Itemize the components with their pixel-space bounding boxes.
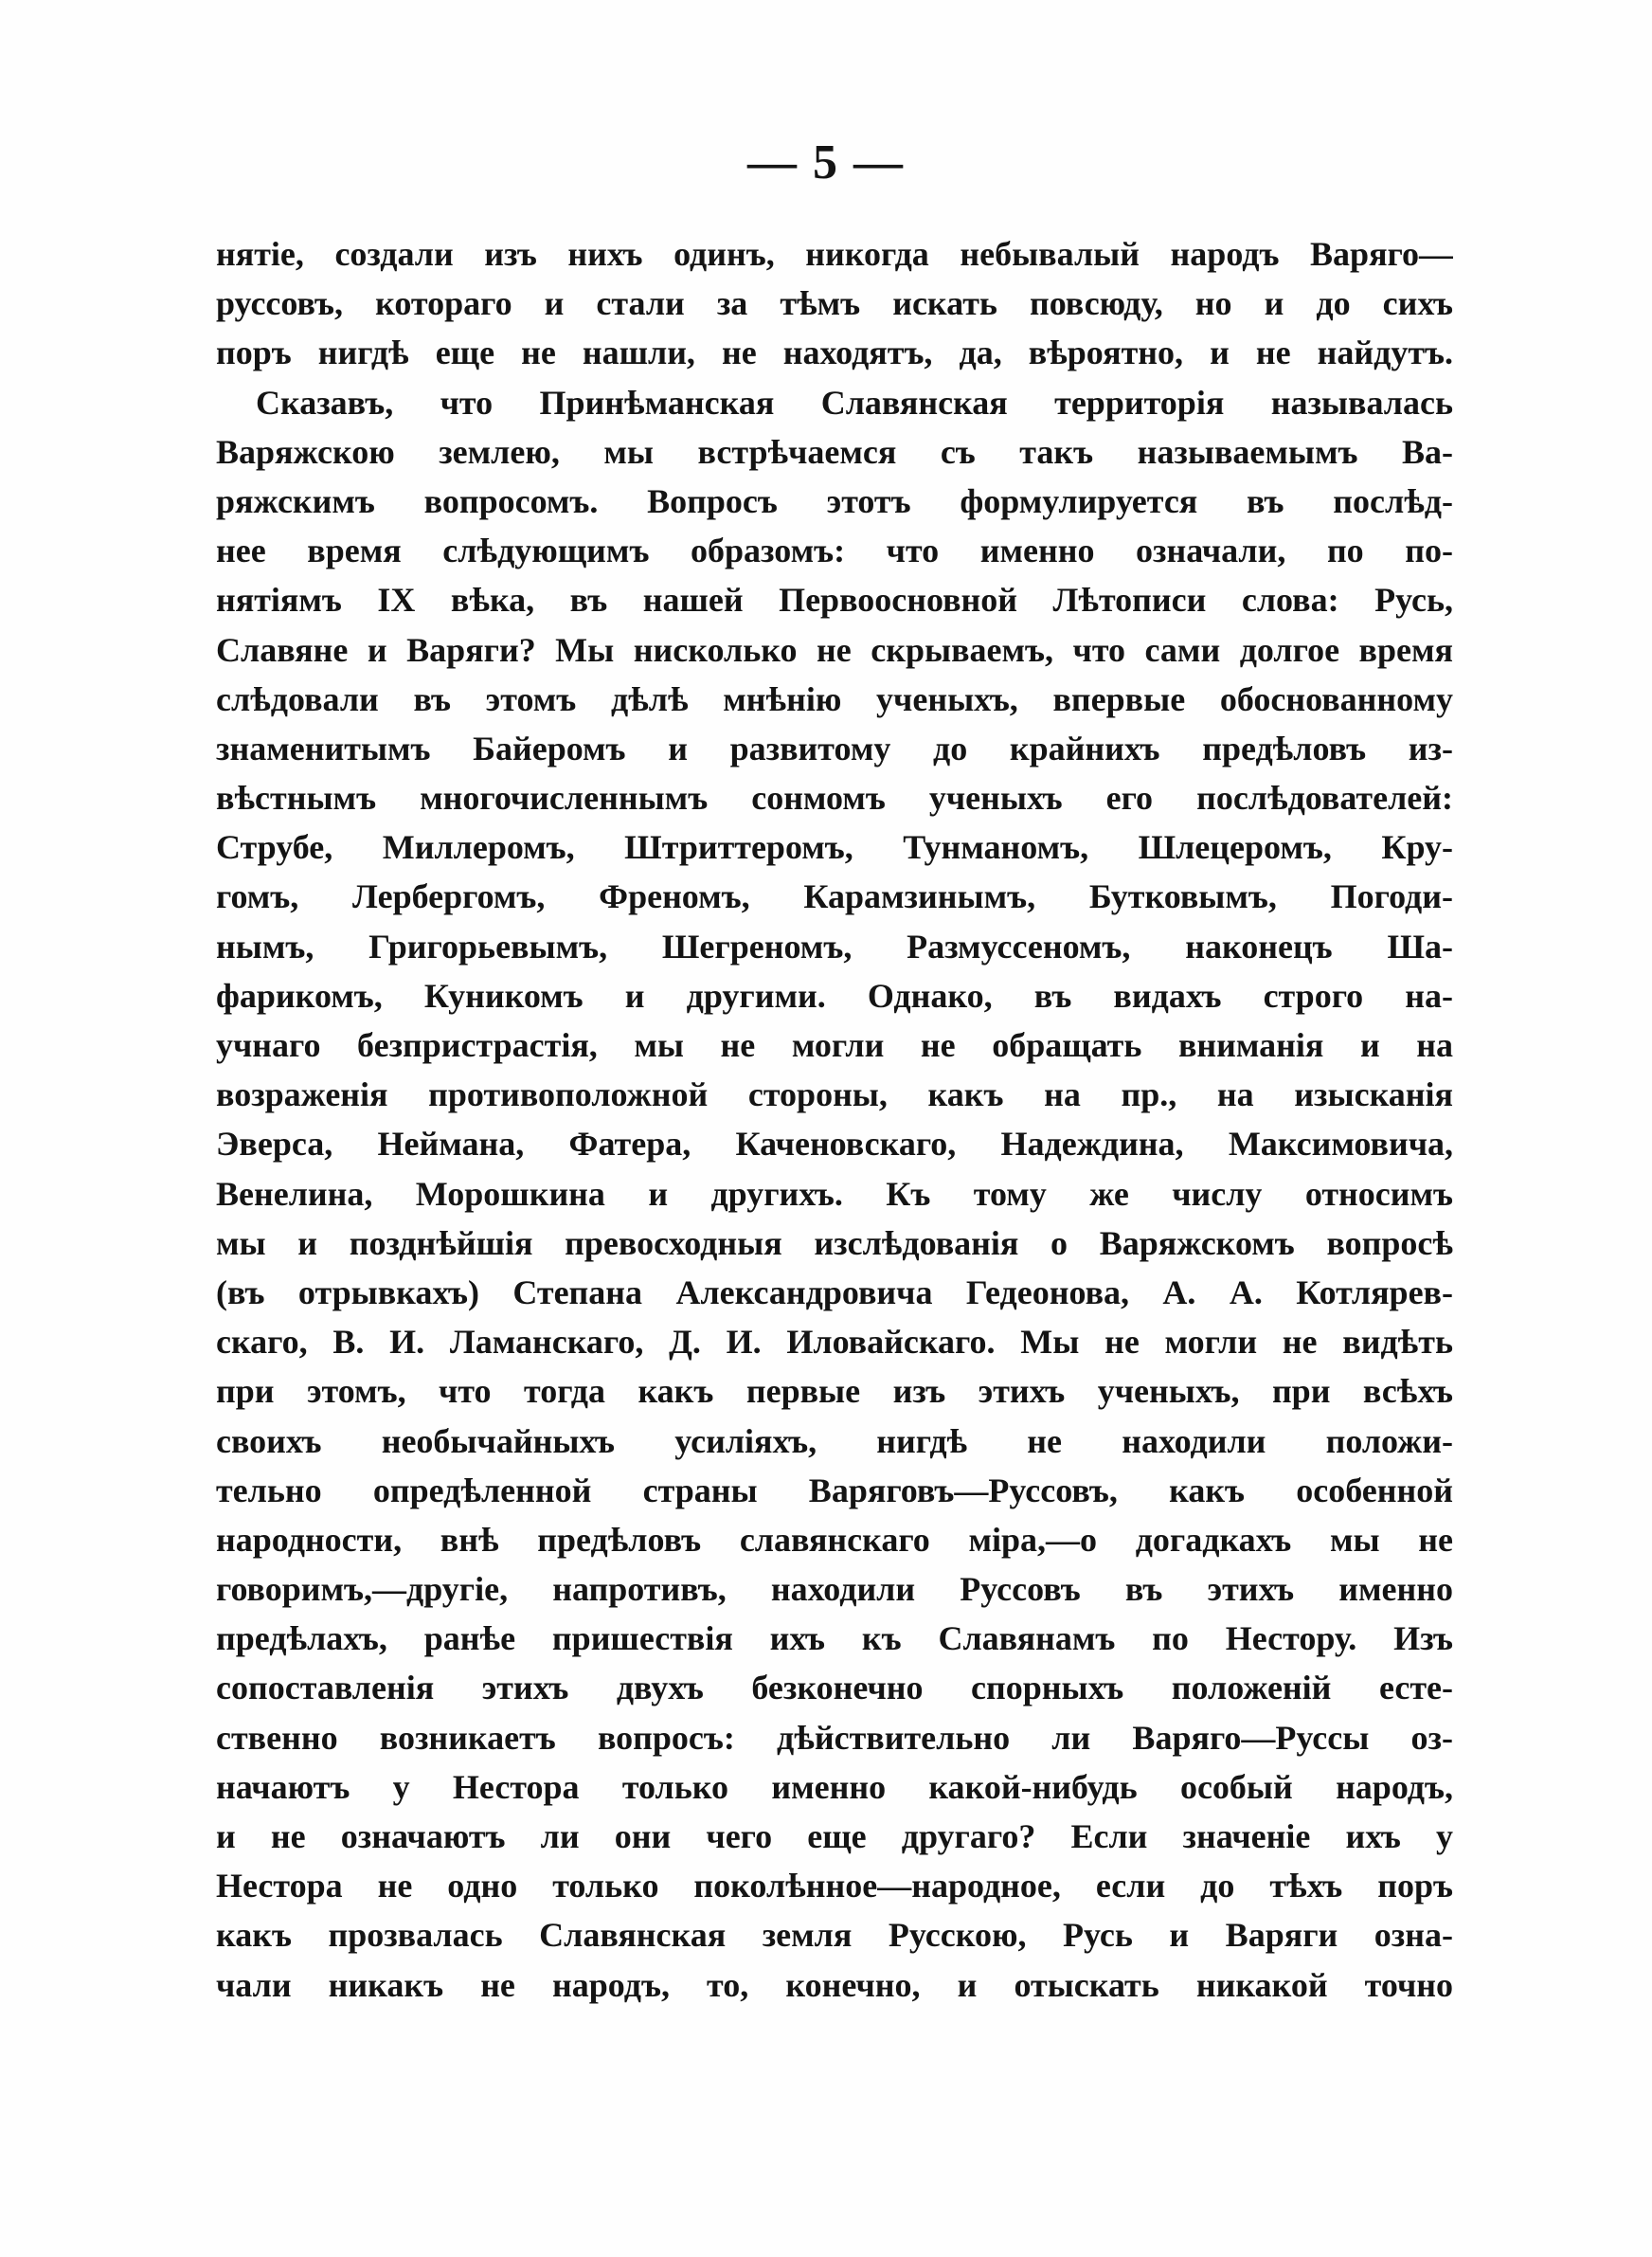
text-line: тельно опредѣленной страны Варяговъ—Руссовъ, какъ особенной [216,1471,1453,1509]
text-line: знаменитымъ Байеромъ и развитому до крайнихъ предѣловъ из- [216,729,1453,767]
text-line: слѣдовали въ этомъ дѣлѣ мнѣнію ученыхъ, впервые обоснованному [216,679,1453,718]
text-line: возраженія противоположной стороны, какъ на пр., на изысканія [216,1075,1453,1114]
text-line: вѣстнымъ многочисленнымъ сонмомъ ученыхъ его послѣдователей: [216,779,1453,818]
text-line: Нестора не одно только поколѣнное—народное, если до тѣхъ поръ [216,1867,1453,1905]
text-line: Варяжскою землею, мы встрѣчаемся съ такъ называемымъ Ва- [216,432,1453,471]
text-line: нятіямъ IX вѣка, въ нашей Первоосновной Лѣтописи слова: Русь, [216,581,1453,620]
page-number: — 5 — [747,135,905,190]
text-line: и не означаютъ ли они чего еще другаго? Если значеніе ихъ у [216,1817,1453,1855]
text-line: учнаго безпристрастія, мы не могли не обращать вниманія и на [216,1026,1453,1064]
paragraph-first-line: Сказавъ, что Принѣманская Славянская территорія называлась [256,383,1453,422]
text-line: народности, внѣ предѣловъ славянскаго міра,—о догадкахъ мы не [216,1520,1453,1559]
text-line: руссовъ, котораго и стали за тѣмъ искать повсюду, но и до сихъ [216,284,1453,323]
body-text [216,229,1453,2010]
text-line: Эверса, Неймана, Фатера, Каченовскаго, Надеждина, Максимовича, [216,1125,1453,1164]
text-line: (въ отрывкахъ) Степана Александровича Гедеонова, А. А. Котлярев- [216,1273,1453,1311]
text-line: Славяне и Варяги? Мы нисколько не скрываемъ, что сами долгое время [216,630,1453,669]
text-line: своихъ необычайныхъ усиліяхъ, нигдѣ не находили положи- [216,1421,1453,1460]
text-line: Струбе, Миллеромъ, Штриттеромъ, Тунманомъ, Шлецеромъ, Кру- [216,828,1453,867]
text-line: говоримъ,—другіе, напротивъ, находили Руссовъ въ этихъ именно [216,1570,1453,1609]
text-line: Венелина, Морошкина и другихъ. Къ тому же числу относимъ [216,1174,1453,1213]
text-line: поръ нигдѣ еще не нашли, не находятъ, да, вѣроятно, и не найдутъ. [216,334,1453,372]
text-line: скаго, В. И. Ламанскаго, Д. И. Иловайскаго. Мы не могли не видѣть [216,1323,1453,1362]
text-line: нымъ, Григорьевымъ, Шегреномъ, Размуссеномъ, наконецъ Ша- [216,927,1453,966]
text-line: нее время слѣдующимъ образомъ: что именно означали, по по- [216,532,1453,570]
text-line: гомъ, Лербергомъ, Френомъ, Карамзинымъ, Бутковымъ, Погоди- [216,877,1453,916]
text-line: какъ прозвалась Славянская земля Русскою, Русь и Варяги озна- [216,1916,1453,1955]
text-line: нятіе, создали изъ нихъ одинъ, никогда небывалый народъ Варяго— [216,235,1453,273]
text-line: ственно возникаетъ вопросъ: дѣйствительно ли Варяго—Руссы оз- [216,1718,1453,1757]
text-line: при этомъ, что тогда какъ первые изъ этихъ ученыхъ, при всѣхъ [216,1372,1453,1411]
text-line: сопоставленія этихъ двухъ безконечно спорныхъ положеній есте- [216,1669,1453,1707]
text-line: чали никакъ не народъ, то, конечно, и отыскать никакой точно [216,1965,1453,2004]
text-line: начаютъ у Нестора только именно какой-нибудь особый народъ, [216,1767,1453,1806]
text-line: фарикомъ, Куникомъ и другими. Однако, въ видахъ строго на- [216,976,1453,1015]
text-line: мы и позднѣйшія превосходныя изслѣдованія о Варяжскомъ вопросѣ [216,1223,1453,1262]
text-line: предѣлахъ, ранѣе пришествія ихъ къ Славянамъ по Нестору. Изъ [216,1619,1453,1658]
text-line: ряжскимъ вопросомъ. Вопросъ этотъ формулируется въ послѣд- [216,481,1453,520]
